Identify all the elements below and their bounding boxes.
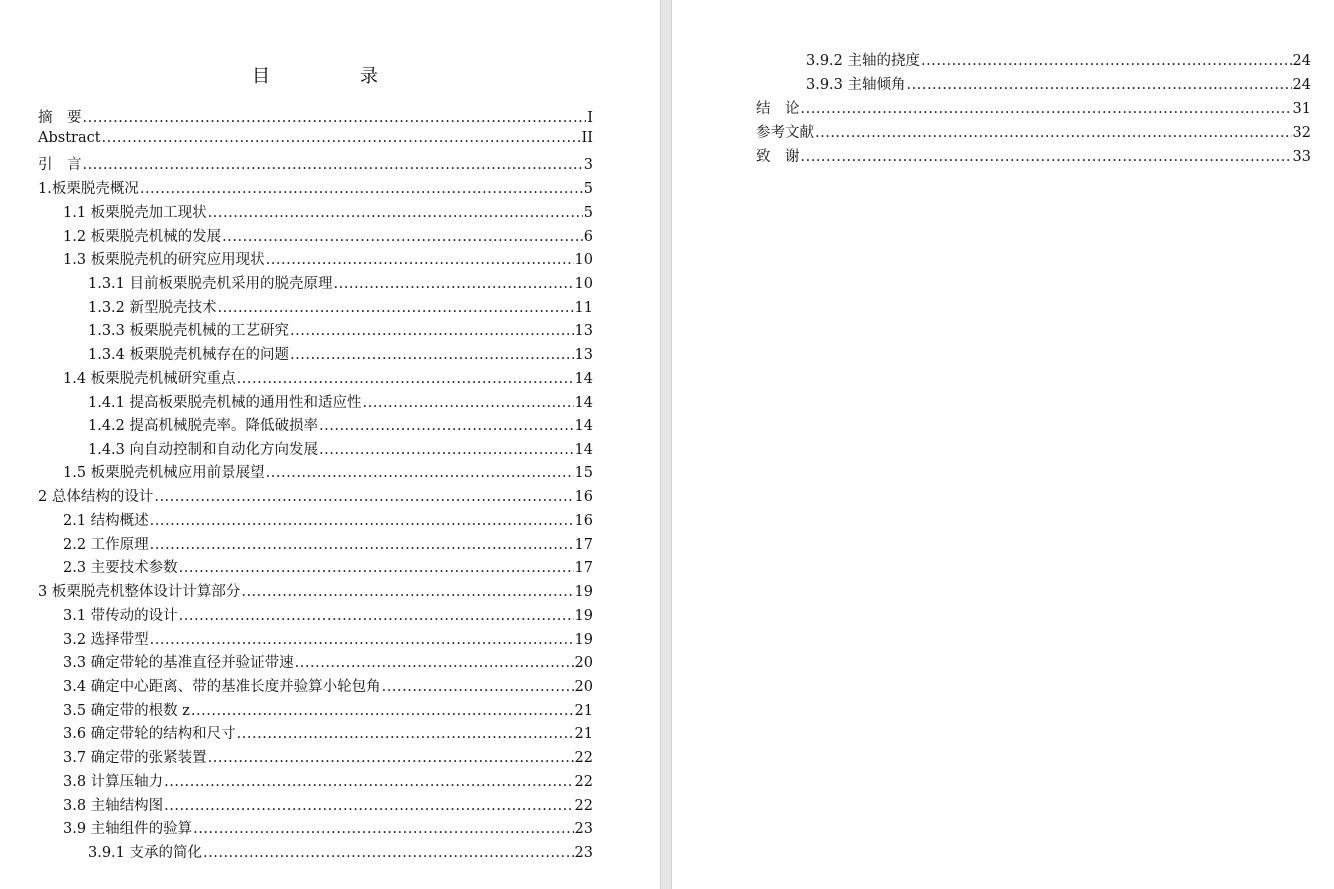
toc-dot-leader xyxy=(208,750,574,766)
toc-entry[interactable] xyxy=(63,628,593,648)
toc-entry-label: 3.9.3 主轴倾角 xyxy=(806,77,906,93)
toc-entry-label: 3.3 确定带轮的基准直径并验证带速 xyxy=(63,655,294,671)
toc-entry-page-number: 19 xyxy=(574,584,593,600)
toc-entry-label: 3.8 计算压轴力 xyxy=(63,774,164,790)
toc-entry-page-number: 6 xyxy=(583,229,593,245)
toc-entry-label: 3.4 确定中心距离、带的基准长度并验算小轮包角 xyxy=(63,679,381,695)
toc-entry[interactable] xyxy=(88,414,593,434)
toc-entry[interactable] xyxy=(38,177,593,197)
toc-entry-page-number: 14 xyxy=(574,371,593,387)
toc-entry[interactable] xyxy=(756,97,1311,117)
toc-entry-label: 1.4 板栗脱壳机械研究重点 xyxy=(63,371,236,387)
toc-entry-page-number: 20 xyxy=(574,679,593,695)
toc-entry-label: Abstract xyxy=(38,130,101,146)
toc-title: 目 录 xyxy=(252,66,414,87)
toc-dot-leader xyxy=(150,632,574,648)
toc-entry[interactable] xyxy=(63,722,593,742)
toc-dot-leader xyxy=(218,300,574,316)
toc-entry-page-number: 11 xyxy=(574,300,593,316)
toc-entry[interactable] xyxy=(63,604,593,624)
toc-entry-label: 3.5 确定带的根数 z xyxy=(63,703,190,719)
toc-dot-leader xyxy=(319,442,574,458)
toc-page-left xyxy=(0,0,660,889)
toc-entry-page-number: 22 xyxy=(574,774,593,790)
toc-entry-label: 3.9.1 支承的简化 xyxy=(88,845,203,861)
toc-entry-label: 3.8 主轴结构图 xyxy=(63,798,164,814)
toc-entry-label: 参考文献 xyxy=(756,125,814,141)
toc-entry[interactable] xyxy=(63,533,593,553)
toc-entry-page-number: 14 xyxy=(574,395,593,411)
toc-entry-page-number: I xyxy=(587,110,593,126)
toc-entry-page-number: 13 xyxy=(574,347,593,363)
toc-entry-label: 2 总体结构的设计 xyxy=(38,489,154,505)
toc-entry-page-number: 5 xyxy=(583,205,593,221)
toc-entry-label: 1.3.3 板栗脱壳机械的工艺研究 xyxy=(88,323,290,339)
toc-entry-label: 1.3 板栗脱壳机的研究应用现状 xyxy=(63,252,265,268)
toc-entry[interactable] xyxy=(88,391,593,411)
toc-entry[interactable] xyxy=(63,556,593,576)
toc-entry[interactable] xyxy=(63,509,593,529)
page-gutter xyxy=(660,0,672,889)
toc-dot-leader xyxy=(290,347,574,363)
toc-entry[interactable] xyxy=(756,121,1311,141)
toc-dot-leader xyxy=(266,465,574,481)
toc-dot-leader xyxy=(140,181,583,197)
toc-entry-page-number: 21 xyxy=(574,726,593,742)
toc-page-right xyxy=(672,0,1334,889)
toc-entry-label: 2.2 工作原理 xyxy=(63,537,149,553)
toc-entry-page-number: 23 xyxy=(574,845,593,861)
toc-entry[interactable] xyxy=(38,485,593,505)
toc-entry-page-number: 16 xyxy=(574,489,593,505)
toc-entry-page-number: 31 xyxy=(1292,101,1311,117)
toc-entry[interactable] xyxy=(88,438,593,458)
toc-entry-page-number: 22 xyxy=(574,750,593,766)
toc-dot-leader xyxy=(921,53,1292,69)
toc-entry[interactable] xyxy=(88,343,593,363)
toc-entry[interactable] xyxy=(63,201,593,221)
toc-entry-label: 致 谢 xyxy=(756,149,800,165)
toc-dot-leader xyxy=(154,489,573,505)
toc-entry[interactable] xyxy=(63,817,593,837)
toc-dot-leader xyxy=(102,130,581,146)
toc-entry[interactable] xyxy=(88,841,593,861)
toc-entry[interactable] xyxy=(63,794,593,814)
toc-entry[interactable] xyxy=(88,272,593,292)
toc-dot-leader xyxy=(907,77,1292,93)
toc-entry[interactable] xyxy=(63,367,593,387)
toc-entry[interactable] xyxy=(38,580,593,600)
toc-entry[interactable] xyxy=(806,73,1311,93)
toc-dot-leader xyxy=(164,774,573,790)
toc-entry-page-number: 10 xyxy=(574,252,593,268)
toc-dot-leader xyxy=(319,418,574,434)
toc-entry-page-number: 24 xyxy=(1292,77,1311,93)
toc-dot-leader xyxy=(208,205,583,221)
toc-entry-page-number: 20 xyxy=(574,655,593,671)
toc-entry-label: 3.9.2 主轴的挠度 xyxy=(806,53,921,69)
toc-entry-page-number: 15 xyxy=(574,465,593,481)
toc-dot-leader xyxy=(295,655,574,671)
toc-dot-leader xyxy=(203,845,574,861)
toc-dot-leader xyxy=(801,101,1292,117)
toc-entry[interactable] xyxy=(806,49,1311,69)
toc-entry-page-number: 22 xyxy=(574,798,593,814)
toc-entry[interactable] xyxy=(63,675,593,695)
toc-entry-page-number: 10 xyxy=(574,276,593,292)
toc-dot-leader xyxy=(290,323,574,339)
toc-entry-label: 3 板栗脱壳机整体设计计算部分 xyxy=(38,584,241,600)
toc-entry-label: 2.3 主要技术参数 xyxy=(63,560,178,576)
toc-entry-label: 1.3.1 目前板栗脱壳机采用的脱壳原理 xyxy=(88,276,333,292)
toc-dot-leader xyxy=(266,252,574,268)
toc-entry-page-number: 23 xyxy=(574,821,593,837)
toc-dot-leader xyxy=(222,229,583,245)
toc-entry-page-number: II xyxy=(581,130,593,146)
toc-dot-leader xyxy=(193,821,573,837)
toc-entry-label: 结 论 xyxy=(756,101,800,117)
toc-entry-page-number: 24 xyxy=(1292,53,1311,69)
toc-entry-page-number: 3 xyxy=(583,157,593,173)
toc-dot-leader xyxy=(334,276,574,292)
toc-entry-label: 1.5 板栗脱壳机械应用前景展望 xyxy=(63,465,265,481)
toc-entry-label: 3.6 确定带轮的结构和尺寸 xyxy=(63,726,236,742)
toc-entry[interactable] xyxy=(88,296,593,316)
toc-entry-label: 引 言 xyxy=(38,157,82,173)
toc-dot-leader xyxy=(150,537,574,553)
toc-entry[interactable] xyxy=(88,319,593,339)
toc-entry-page-number: 16 xyxy=(574,513,593,529)
toc-entry-page-number: 17 xyxy=(574,537,593,553)
toc-entry[interactable] xyxy=(63,746,593,766)
toc-entry-page-number: 5 xyxy=(583,181,593,197)
toc-dot-leader xyxy=(191,703,574,719)
toc-dot-leader xyxy=(150,513,574,529)
toc-dot-leader xyxy=(83,157,583,173)
toc-entry-label: 2.1 结构概述 xyxy=(63,513,149,529)
toc-dot-leader xyxy=(382,679,574,695)
toc-dot-leader xyxy=(83,110,587,126)
toc-entry-page-number: 14 xyxy=(574,442,593,458)
toc-entry-page-number: 19 xyxy=(574,632,593,648)
toc-entry[interactable] xyxy=(38,153,593,173)
toc-entry[interactable] xyxy=(63,651,593,671)
toc-entry-page-number: 17 xyxy=(574,560,593,576)
toc-entry-label: 1.3.4 板栗脱壳机械存在的问题 xyxy=(88,347,290,363)
toc-entry-label: 3.7 确定带的张紧装置 xyxy=(63,750,207,766)
toc-entry-page-number: 21 xyxy=(574,703,593,719)
toc-entry[interactable] xyxy=(63,461,593,481)
toc-dot-leader xyxy=(179,560,574,576)
toc-entry-page-number: 19 xyxy=(574,608,593,624)
toc-entry-label: 1.1 板栗脱壳加工现状 xyxy=(63,205,207,221)
toc-entry-label: 1.4.1 提高板栗脱壳机械的通用性和适应性 xyxy=(88,395,362,411)
toc-dot-leader xyxy=(815,125,1292,141)
toc-entry-label: 摘 要 xyxy=(38,110,82,126)
toc-entry-page-number: 32 xyxy=(1292,125,1311,141)
toc-dot-leader xyxy=(179,608,574,624)
toc-dot-leader xyxy=(237,726,574,742)
toc-entry[interactable] xyxy=(63,699,593,719)
toc-entry-label: 1.3.2 新型脱壳技术 xyxy=(88,300,217,316)
toc-entry[interactable] xyxy=(63,770,593,790)
toc-entry-label: 1.2 板栗脱壳机械的发展 xyxy=(63,229,222,245)
toc-entry[interactable] xyxy=(38,130,593,150)
toc-entry[interactable] xyxy=(756,145,1311,165)
toc-entry-page-number: 14 xyxy=(574,418,593,434)
toc-dot-leader xyxy=(363,395,574,411)
toc-entry[interactable] xyxy=(63,248,593,268)
toc-entry[interactable] xyxy=(63,225,593,245)
toc-entry-label: 1.4.2 提高机械脱壳率。降低破损率 xyxy=(88,418,319,434)
toc-entry-label: 1.4.3 向自动控制和自动化方向发展 xyxy=(88,442,319,458)
toc-entry-label: 3.9 主轴组件的验算 xyxy=(63,821,193,837)
toc-entry-page-number: 13 xyxy=(574,323,593,339)
toc-entry[interactable] xyxy=(38,106,593,126)
toc-dot-leader xyxy=(237,371,574,387)
toc-dot-leader xyxy=(241,584,573,600)
toc-dot-leader xyxy=(801,149,1292,165)
toc-entry-label: 3.1 带传动的设计 xyxy=(63,608,178,624)
toc-entry-label: 3.2 选择带型 xyxy=(63,632,149,648)
toc-entry-page-number: 33 xyxy=(1292,149,1311,165)
toc-entry-label: 1.板栗脱壳概况 xyxy=(38,181,139,197)
toc-dot-leader xyxy=(164,798,573,814)
